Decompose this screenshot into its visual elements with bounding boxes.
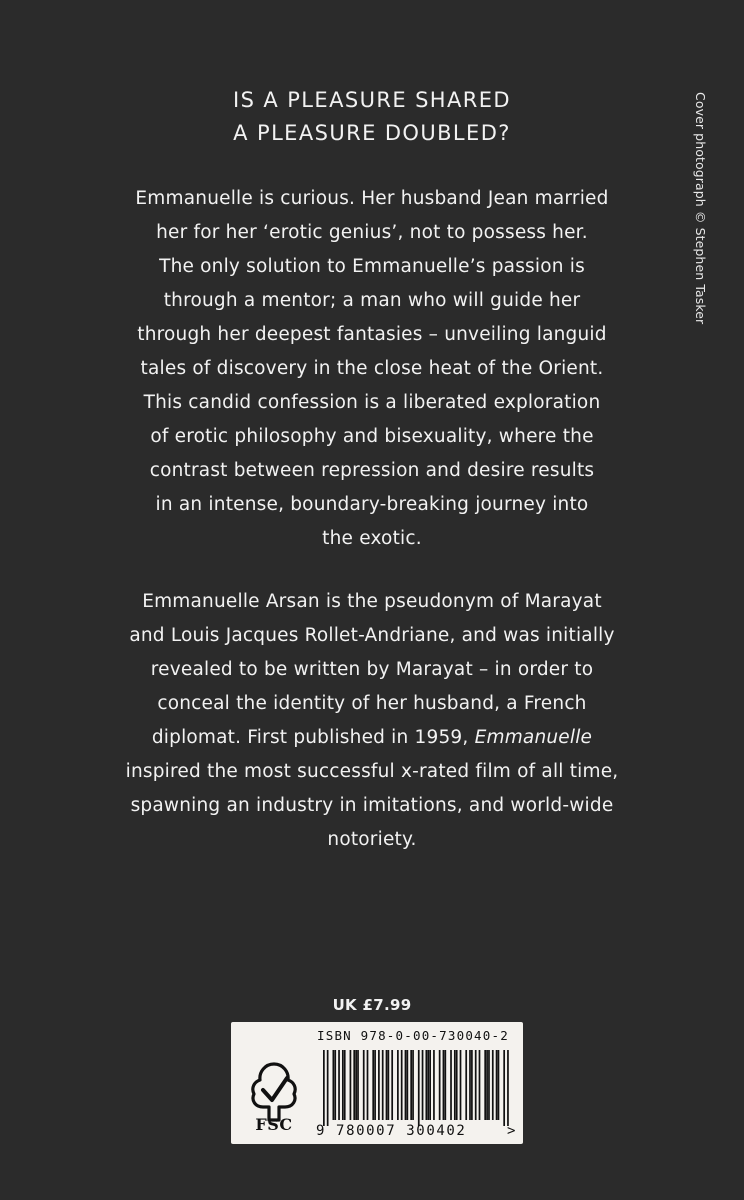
barcode-bar bbox=[444, 1050, 446, 1120]
barcode-bar bbox=[323, 1050, 325, 1126]
barcode-bar bbox=[496, 1050, 498, 1120]
barcode-bar bbox=[503, 1050, 505, 1126]
barcode-bar bbox=[450, 1050, 452, 1120]
barcode-bar bbox=[475, 1050, 477, 1120]
blurb-line: the exotic. bbox=[322, 528, 422, 549]
barcode-bar bbox=[433, 1050, 435, 1120]
barcode-bar bbox=[412, 1050, 414, 1120]
barcode-bar bbox=[469, 1050, 471, 1120]
blurb-line: This candid confession is a liberated exploration bbox=[143, 392, 601, 413]
barcode-bar bbox=[422, 1050, 424, 1120]
barcode-panel bbox=[231, 1022, 523, 1144]
blurb-line: her for her ‘erotic genius’, not to possess her. bbox=[156, 222, 588, 243]
blurb-line: through a mentor; a man who will guide her bbox=[163, 290, 581, 311]
barcode-bar bbox=[443, 1050, 445, 1120]
bio-line: and Louis Jacques Rollet-Andriane, and was initially bbox=[129, 625, 615, 646]
barcode-bar bbox=[405, 1050, 407, 1120]
barcode-bar bbox=[344, 1050, 346, 1120]
barcode-bar bbox=[486, 1050, 488, 1120]
bio-line: spawning an industry in imitations, and world-wide bbox=[130, 795, 614, 816]
headline bbox=[0, 84, 744, 150]
barcode-bar bbox=[484, 1050, 486, 1120]
barcode-bar bbox=[374, 1050, 376, 1120]
barcode-bar bbox=[465, 1050, 467, 1120]
barcode-bar bbox=[388, 1050, 390, 1120]
barcode-bar bbox=[439, 1050, 441, 1120]
barcode-bar bbox=[410, 1050, 412, 1120]
barcode-bar bbox=[471, 1050, 473, 1120]
barcode-bar bbox=[353, 1050, 355, 1120]
blurb-line: tales of discovery in the close heat of the Orient. bbox=[140, 358, 604, 379]
barcode-bar bbox=[363, 1050, 365, 1120]
bio-line bbox=[0, 721, 744, 755]
barcode-digits: 9 780007 300402 bbox=[316, 1123, 467, 1139]
barcode-bar bbox=[488, 1050, 490, 1120]
barcode-bar bbox=[372, 1050, 374, 1120]
blurb-line: The only solution to Emmanuelle’s passion is bbox=[159, 256, 585, 277]
barcode-bar bbox=[357, 1050, 359, 1120]
barcode-bar bbox=[397, 1050, 399, 1120]
barcode-bar bbox=[367, 1050, 369, 1120]
headline-line-2: A PLEASURE DOUBLED? bbox=[233, 121, 511, 145]
isbn-label: ISBN 978-0-00-730040-2 bbox=[317, 1028, 509, 1043]
price-label: UK £7.99 bbox=[332, 996, 412, 1014]
barcode-bar bbox=[479, 1050, 481, 1120]
bio-line-text: diplomat. First published in 1959, bbox=[151, 727, 475, 748]
barcode-end-marker: > bbox=[507, 1123, 516, 1139]
barcode-bar bbox=[425, 1050, 427, 1120]
bio-line: revealed to be written by Marayat – in order to bbox=[150, 659, 594, 680]
barcode-bar bbox=[454, 1050, 456, 1120]
barcode-bar bbox=[334, 1050, 336, 1120]
barcode-bar bbox=[407, 1050, 409, 1120]
blurb-line: contrast between repression and desire results bbox=[149, 460, 595, 481]
barcode-bar bbox=[492, 1050, 494, 1120]
bio-line: inspired the most successful x-rated film of all time, bbox=[125, 761, 619, 782]
barcode-bar bbox=[427, 1050, 429, 1120]
fsc-certification-label: FSC bbox=[255, 1115, 293, 1134]
blurb-line: through her deepest fantasies – unveiling languid bbox=[137, 324, 607, 345]
barcode-bar bbox=[391, 1050, 393, 1120]
bio-line: Emmanuelle Arsan is the pseudonym of Marayat bbox=[142, 591, 602, 612]
barcode-bar bbox=[429, 1050, 431, 1120]
headline-line-1: IS A PLEASURE SHARED bbox=[233, 88, 511, 112]
barcode-bars bbox=[323, 1050, 509, 1126]
barcode-bar bbox=[338, 1050, 340, 1120]
barcode-bar bbox=[498, 1050, 500, 1120]
barcode-bar bbox=[382, 1050, 384, 1120]
blurb-line: of erotic philosophy and bisexuality, where the bbox=[150, 426, 594, 447]
blurb-line: Emmanuelle is curious. Her husband Jean married bbox=[135, 188, 609, 209]
cover-photo-credit: Cover photograph © Stephen Tasker bbox=[693, 92, 708, 325]
barcode-bar bbox=[460, 1050, 462, 1120]
book-title-italic: Emmanuelle bbox=[474, 727, 593, 748]
barcode-bar bbox=[456, 1050, 458, 1120]
bio-line: conceal the identity of her husband, a French bbox=[157, 693, 587, 714]
barcode-bar bbox=[418, 1050, 420, 1126]
blurb-line: in an intense, boundary-breaking journey into bbox=[155, 494, 589, 515]
bio-line: notoriety. bbox=[327, 829, 417, 850]
barcode-bar bbox=[342, 1050, 344, 1120]
barcode-bar bbox=[401, 1050, 403, 1120]
author-bio bbox=[0, 585, 744, 857]
barcode-bar bbox=[507, 1050, 509, 1126]
barcode-bar bbox=[327, 1050, 329, 1126]
synopsis-blurb bbox=[0, 182, 744, 556]
barcode-bar bbox=[350, 1050, 352, 1120]
barcode-bar bbox=[386, 1050, 388, 1120]
barcode-bar bbox=[355, 1050, 357, 1120]
barcode-bar bbox=[332, 1050, 334, 1120]
barcode-bar bbox=[378, 1050, 380, 1120]
